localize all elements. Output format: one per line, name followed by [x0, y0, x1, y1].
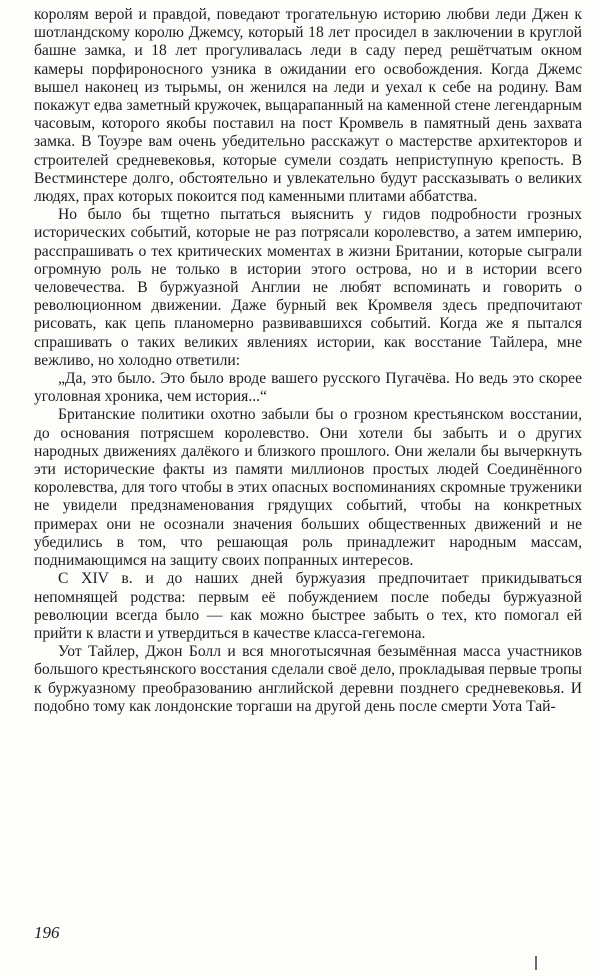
paragraph-6: Уот Тайлер, Джон Болл и вся многотысячная безымённая масса участников большого крестьянского восстания сделали своё дело, прокладывая первые тропы к буржуазному преобразованию английской деревни позднего средневековья. И подобно тому как лондонские торгаши на другой день после смерти Уота Тай- — [34, 643, 582, 715]
paragraph-1: королям верой и правдой, поведают трогательную историю любви леди Джен к шотландскому королю Джемсу, который 18 лет просидел в заключении в круглой башне замка, и 18 лет прогуливалась леди в саду перед решётчатым окном камеры порфироносного узника в ожидании его освобождения. Когда Джемс вышел наконец из тырьмы, он женился на леди и уехал к себе на родину. Вам покажут едва заметный кружочек, выцарапанный на каменной стене легендарным часовым, которого якобы поставил на пост Кромвель в памятный день захвата замка. В Тоуэре вам очень убедительно расскажут о мастерстве архитекторов и строителей средневековья, которые сумели создать неприступную крепость. В Вестминстере долго, обстоятельно и увлекательно будут рассказывать о великих людях, прах которых покоится под каменными плитами аббатства. — [34, 6, 582, 206]
page-number: 196 — [34, 923, 60, 942]
paragraph-2: Но было бы тщетно пытаться выяснить у гидов подробности грозных исторических событий, которые не раз потрясали королевство, а затем империю, расспрашивать о тех критических моментах в жизни Британии, которые сыграли огромную роль не только в истории этого острова, но и в истории всего человечества. В буржуазной Англии не любят вспоминать и говорить о революционном движении. Даже бурный век Кромвеля здесь предпочитают рисовать, как цепь планомерно развивавшихся событий. Когда же я пытался спрашивать о таких великих явлениях истории, как восстание Тайлера, мне вежливо, но холодно ответили: — [34, 206, 582, 369]
paragraph-3-quote: „Да, это было. Это было вроде вашего русского Пугачёва. Но ведь это скорее уголовная хроника, чем история...“ — [34, 370, 582, 406]
paragraph-5: С XIV в. и до наших дней буржуазия предпочитает прикидываться непомнящей родства: первым её побуждением после победы буржуазной революции всегда было — как можно быстрее забыть о тех, кто помогал ей прийти к власти и утвердиться в качестве класса-гегемона. — [34, 570, 582, 642]
margin-mark — [535, 956, 537, 970]
paragraph-4: Британские политики охотно забыли бы о грозном крестьянском восстании, до основания потрясшем королевство. Они хотели бы забыть и о других народных движениях далёкого и близкого прошлого. Они желали бы вычеркнуть эти исторические факты из памяти миллионов простых людей Соединённого королевства, для того чтобы в этих опасных воспоминаниях скромные труженики не увидели предзнаменования грядущих событий, чтобы на конкретных примерах они не осознали значения больших общественных движений и не убедились в том, что решающая роль принадлежит народным массам, поднимающимся на защиту своих попранных интересов. — [34, 406, 582, 570]
body-text — [34, 6, 582, 716]
